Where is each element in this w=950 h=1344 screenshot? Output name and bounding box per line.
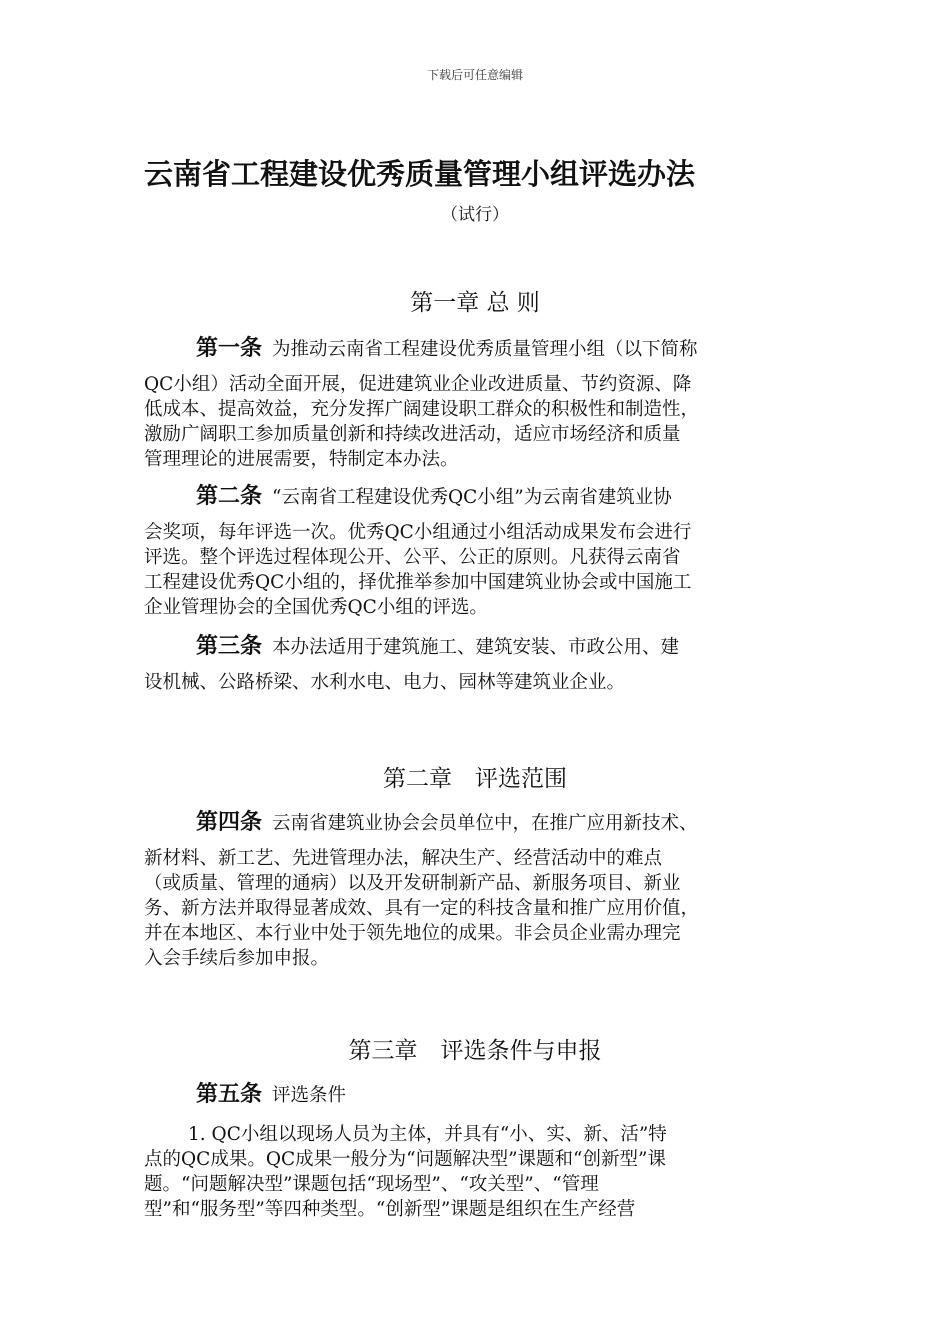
item-text-line: 题。“问题解决型”课题包括“现场型”、“攻关型”、“管理 [144,1174,599,1195]
article-4-label: 第四条 [196,810,263,835]
article-text-line: 管理理论的进展需要，特制定本办法。 [144,449,459,470]
article-text-line: 并在本地区、本行业中处于领先地位的成果。非会员企业需办理完 [144,923,681,944]
item-text-line: 1. QC小组以现场人员为主体，并具有“小、实、新、活”特 [188,1124,667,1145]
article-3-label: 第三条 [196,634,263,659]
article-text-line: 企业管理协会的全国优秀QC小组的评选。 [144,597,488,618]
article-3 [144,634,806,695]
header-note: 下载后可任意编辑 [426,68,523,82]
chapter-1-heading: 第一章 总 则 [410,290,540,316]
article-2-label: 第二条 [196,484,263,509]
article-text-line: 云南省建筑业协会会员单位中，在推广应用新技术、 [272,813,698,834]
article-text-line: 低成本、提高效益，充分发挥广阔建设职工群众的积极性和制造性， [144,399,700,420]
article-text-line: 本办法适用于建筑施工、建筑安装、市政公用、建 [272,637,680,658]
article-4-first-line [144,810,806,836]
article-text-line: 工程建设优秀QC小组的，择优推举参加中国建筑业协会或中国施工 [144,572,692,593]
article-text-line: 入会手续后参加申报。 [144,948,330,969]
article-text-line: 评选。整个评选过程体现公开、公平、公正的原则。凡获得云南省 [144,547,681,568]
chapter-3-heading: 第三章 评选条件与申报 [348,1038,602,1064]
article-text-line: 为推动云南省工程建设优秀质量管理小组（以下简称 [272,339,698,360]
article-text-line: 会奖项，每年评选一次。优秀QC小组通过小组活动成果发布会进行 [144,522,692,543]
document-subtitle: （试行） [441,205,509,225]
article-5-label: 第五条 [196,1082,263,1107]
item-text-line: 型”和“服务型”等四种类型。“创新型”课题是组织在生产经营 [144,1199,636,1220]
article-text-line: 新材料、新工艺、先进管理办法，解决生产、经营活动中的难点 [144,848,663,869]
article-text-line: 设机械、公路桥梁、水利水电、电力、园林等建筑业企业。 [144,672,626,693]
article-3-first-line [144,634,806,660]
article-4 [144,810,806,971]
article-1-label: 第一条 [196,336,263,361]
article-5 [144,1082,806,1108]
article-2-first-line [144,484,806,510]
document-title: 云南省工程建设优秀质量管理小组评选办法 [144,157,696,191]
article-text-line: 评选条件 [272,1085,347,1106]
article-text-line: “云南省工程建设优秀QC小组”为云南省建筑业协 [272,487,672,508]
item-text-line: 点的QC成果。QC成果一般分为“问题解决型”课题和“创新型”课 [144,1149,666,1170]
condition-item-1 [144,1122,806,1222]
article-2 [144,484,806,620]
article-5-first-line [144,1082,806,1108]
chapter-2-heading: 第二章 评选范围 [383,766,567,792]
article-text-line: （或质量、管理的通病）以及开发研制新产品、新服务项目、新业 [144,873,681,894]
article-1 [144,336,806,472]
article-text-line: 激励广阔职工参加质量创新和持续改进活动，适应市场经济和质量 [144,424,681,445]
article-1-first-line [144,336,806,362]
article-text-line: 务、新方法并取得显著成效、具有一定的科技含量和推广应用价值， [144,898,700,919]
article-text-line: QC小组）活动全面开展，促进建筑业企业改进质量、节约资源、降 [144,374,692,395]
